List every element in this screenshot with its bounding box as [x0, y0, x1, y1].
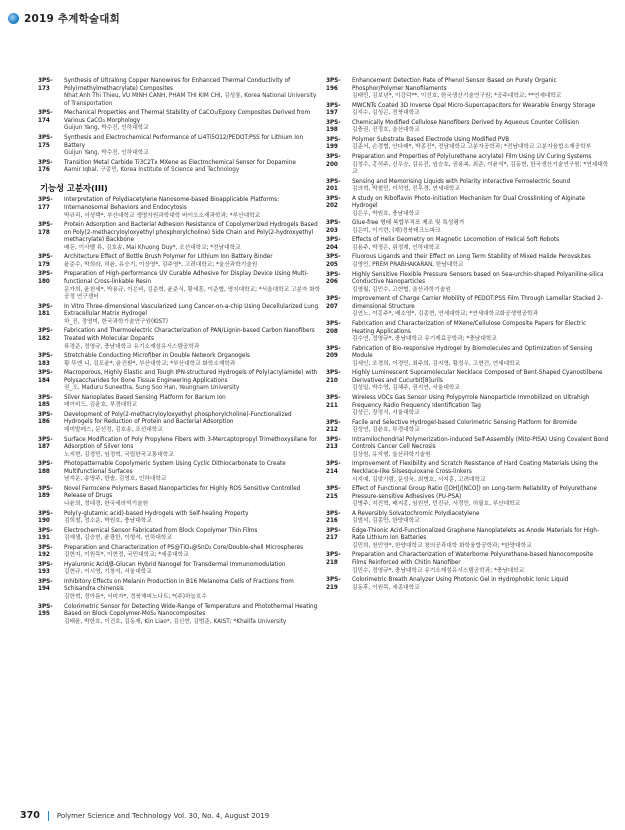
- poster-authors: 김정수, 홍석주, 신우승, 김유진, 임승호, 권용복, 최준, 이윤석*, 김동현, 한국생산기술연구원; *연세대학교: [352, 161, 609, 176]
- poster-authors: 윤준수, 박희라, 허윤, 유승기, 이상영*, 김주영*, 고려대학교; *울산과학기술원: [64, 261, 258, 268]
- poster-code: 3PS-200: [326, 153, 341, 168]
- poster-code: 3PS-177: [38, 197, 53, 211]
- poster-authors: 권_오, Maduru Suneetha, Sung Soo Han, Yeungnam University: [64, 385, 240, 392]
- poster-body: [64, 486, 321, 509]
- poster-code: 3PS-209: [326, 345, 341, 360]
- poster-title: Sensing and Memorising Liquids with Polarity Interactive Ferroelectric Sound: [352, 178, 571, 185]
- poster-entry: [326, 102, 609, 118]
- poster-code: 3PS-193: [38, 561, 53, 576]
- poster-body: [64, 579, 321, 602]
- poster-code: 3PS-199: [326, 136, 341, 151]
- poster-entry: [326, 320, 609, 344]
- poster-authors: 김희철, 정소운, 박원호, 충남대학교: [64, 518, 152, 525]
- poster-body: [64, 395, 321, 410]
- poster-authors: 황 뚜엔 니, 김도윤*, 윤진환*, 부산대학교; *부산대학교 화학소재학과: [64, 360, 236, 367]
- poster-authors: 배돈, 이사벨 류, 김호송, Mai Khuong Duy*, 조선대학교; *전남대학교: [64, 244, 241, 251]
- poster-body: [352, 296, 609, 319]
- poster-entry: [326, 419, 609, 435]
- poster-title: Effect of Functional Group Ratio ([OH]/[NCO]) on Long-term Reliability of Polyurethane Pressure-sensitive Adhesives (PU-PSA): [352, 486, 597, 500]
- poster-code: 3PS-215: [326, 486, 341, 500]
- poster-code: 3PS-197: [326, 102, 341, 117]
- poster-body: [352, 511, 609, 526]
- poster-title: Inhibitory Effects on Melanin Production in B16 Melanoma Cells of Fractions from Schisandra chinensis: [64, 578, 294, 593]
- poster-entry: [326, 510, 609, 526]
- poster-title: Novel Ferrocene Polymers Based Nanoparticles for Highly ROS Sensitive Controlled Release of Drugs: [64, 485, 301, 500]
- poster-entry: [326, 345, 609, 369]
- page-footer: [20, 810, 269, 821]
- poster-body: [352, 461, 609, 484]
- poster-title: Mechanical Properties and Thermal Stability of CaCO₃/Epoxy Composites Derived from Various CaCO₃ Morphology: [64, 110, 311, 124]
- poster-code: 3PS-207: [326, 296, 341, 310]
- poster-entry: [326, 461, 609, 484]
- poster-title: Facile and Selective Hydrogel-based Colorimetric Sensing Platform for Bromide: [352, 419, 577, 426]
- poster-authors: 김은미, 이기련, (재)경북테크노파크: [352, 227, 441, 234]
- poster-title: Colorimetric Sensor for Detecting Wide-Range of Temperature and Photothermal Heating Based on Block Copolymer-MoS₂ Nanocomposites: [64, 603, 318, 618]
- poster-entry: [326, 527, 609, 551]
- poster-title: Colorimetric Breath Analyzer Using Photonic Gel in Hydrophobic Ionic Liquid: [352, 577, 569, 584]
- poster-code: 3PS-204: [326, 237, 341, 251]
- poster-authors: 나윤희, 정대경, 한국세라믹기술원: [64, 501, 149, 508]
- poster-code: 3PS-181: [38, 303, 53, 318]
- poster-code: 3PS-191: [38, 527, 53, 542]
- poster-body: [352, 420, 609, 435]
- poster-authors: 김충권, 진정호, 울산대학교: [352, 127, 420, 134]
- poster-entry: [38, 485, 321, 509]
- poster-title: Fabrication and Characterization of MXene/Cellulose Composite Papers for Electric Heating Applications: [352, 320, 587, 335]
- poster-entry: [38, 159, 321, 175]
- poster-entry: [38, 510, 321, 526]
- poster-code: 3PS-210: [326, 370, 341, 384]
- poster-body: [352, 321, 609, 344]
- poster-code: 3PS-212: [326, 419, 341, 434]
- poster-code: 3PS-185: [38, 394, 53, 409]
- poster-entry: [326, 296, 609, 319]
- poster-body: [64, 271, 321, 301]
- poster-code: 3PS-184: [38, 370, 53, 384]
- right-main-entries: [326, 78, 609, 592]
- poster-title: Transition Metal Carbide Ti3C2Tx MXene as Electrochemical Sensor for Dopamine: [64, 159, 296, 166]
- poster-title: Glue-free 형태 복합부직포 제조 및 특성평가: [352, 220, 465, 227]
- poster-entry: [38, 134, 321, 158]
- poster-authors: 김태민, 김보년*, 이강덕**, 이선호, 한국생산기술연구원; *공주대학교; **연세대학교: [352, 93, 562, 100]
- poster-code: 3PS-173: [38, 78, 53, 92]
- footer-divider: [48, 811, 49, 821]
- poster-authors: 하_진, 정영미, 한국과학기술연구원(KIST): [64, 318, 168, 325]
- poster-body: [64, 78, 321, 108]
- poster-entry: [38, 527, 321, 543]
- poster-entry: [326, 394, 609, 418]
- poster-authors: 김수연, 정영규*, 충남대학교 유기재료공학과; *충남대학교: [352, 336, 497, 343]
- poster-entry: [326, 254, 609, 269]
- poster-title: Chemically Modified Cellulose Nanofibers Derived by Aqueous Counter Collision: [352, 119, 579, 126]
- poster-body: [64, 135, 321, 158]
- poster-title: Architecture Effect of Bottle Brush Polymer for Lithium Ion Battery Binder: [64, 254, 273, 261]
- poster-body: [64, 197, 321, 220]
- poster-body: [64, 304, 321, 327]
- poster-code: 3PS-217: [326, 527, 341, 542]
- poster-entry: [326, 195, 609, 219]
- poster-authors: 김성근, 장정식, 서울대학교: [352, 410, 420, 417]
- poster-entry: [38, 603, 321, 627]
- poster-body: [64, 528, 321, 543]
- poster-body: [64, 110, 321, 133]
- poster-body: [64, 437, 321, 460]
- poster-code: 3PS-187: [38, 436, 53, 451]
- poster-entry: [326, 552, 609, 575]
- header-title: 2019 추계학술대회: [24, 12, 120, 25]
- poster-body: [64, 370, 321, 393]
- poster-authors: 서지예, 김맞가람, 문성욱, 최병호, 서지훈, 고려대학교: [352, 476, 486, 483]
- page-number: 370: [20, 810, 40, 821]
- poster-authors: Aamir Iqbal, 구종민, Korea Institute of Science and Technology: [64, 167, 240, 174]
- poster-code: 3PS-195: [38, 603, 53, 618]
- poster-title: Preparation of High-performance UV Curable Adhesive for Display Device Using Multi-functional Cross-linkable Resin: [64, 271, 309, 285]
- poster-entry: [38, 436, 321, 460]
- poster-body: [64, 254, 321, 269]
- poster-authors: 김준서, 손경협, 안다래*, 박종진*, 전남대학교 고분자공학과; *전남대학교 고분자융합소재공학부: [352, 144, 592, 151]
- poster-authors: 김현지, 이원목*, 이현정, 국민대학교; *세종대학교: [64, 552, 189, 559]
- poster-authors: 김의혁, 박철민, 이석영, 진무경, 연세대학교: [352, 186, 460, 193]
- poster-authors: 김연노, 이홍주*, 배소영*, 김종현, 연세대학교; *연세대학교화공생명공학과: [352, 311, 539, 318]
- poster-authors: 김현규, 이시영, 기창석, 서울대학교: [64, 569, 152, 576]
- poster-authors: 김범석, 김종만, 한양대학교: [352, 518, 420, 525]
- poster-title: Fabrication of Bio-responsive Hydrogel by Biomolecules and Optimization of Sensing Module: [352, 345, 593, 360]
- poster-entry: [38, 394, 321, 410]
- poster-body: [64, 328, 321, 351]
- poster-title: Poly(γ-glutamic acid)-based Hydrogels with Self-healing Property: [64, 510, 249, 517]
- poster-entry: [326, 153, 609, 177]
- poster-title: Enhancement Detection Rate of Phenol Sensor Based on Purely Organic Phosphor/Polymer Nanofilaments: [352, 78, 557, 92]
- poster-title: Preparation and Characterization of Waterborne Polyurethane-based Nanocomposite Films Reinforced with Chitin Nanofiber: [352, 552, 594, 567]
- poster-authors: 김태윤, 박한호, 이건호, 김동재, Kin Liao*, 김신현, 김범준, KAIST; *Khalifa University: [64, 618, 287, 625]
- poster-title: Preparation and Properties of Poly(urethane acrylate) Film Using UV Curing Systems: [352, 153, 592, 160]
- poster-entry: [326, 237, 609, 252]
- poster-title: Photopatternable Copolymeric System Using Cyclic Dithiocarbonate to Create Multifunctional Surfaces: [64, 461, 286, 475]
- poster-title: Highly Sensitive Flexible Pressure Sensors based on Sea-urchin-shaped Polyaniline-silica Conductive Nanoparticles: [352, 271, 604, 286]
- poster-body: [352, 137, 609, 152]
- poster-authors: 김세인, 조경희, 이경민, 최주희, 김지영, 황정우, 고현건, 연세대학교: [352, 360, 521, 367]
- poster-title: Stretchable Conducting Microfiber in Double Network Organogels: [64, 353, 250, 360]
- poster-body: [352, 196, 609, 219]
- poster-body: [64, 545, 321, 560]
- conference-logo-icon: [8, 13, 19, 24]
- page-header: [8, 10, 120, 26]
- poster-body: [352, 120, 609, 135]
- poster-title: Improvement of Charge Carrier Mobility of PEDOT:PSS Film Through Lamellar Stacked 2-dimensional Structure: [352, 296, 603, 310]
- poster-title: A study on Riboflavin Photo-initiation Mechanism for Dual Crosslinking of Alginate Hydrogel: [352, 195, 585, 210]
- poster-authors: Guijun Yang, 박수진, 인하대학교: [64, 150, 149, 157]
- poster-entry: [38, 370, 321, 393]
- poster-title: Fluorous Ligands and their Effect on Long Term Stability of Mixed Halide Perovskites: [352, 254, 591, 261]
- poster-body: [352, 486, 609, 509]
- poster-entry: [38, 303, 321, 327]
- poster-authors: 노지현, 김경민, 임정혁, 국립한국교통대학교: [64, 451, 174, 458]
- poster-authors: 김용주, 박정은, 위정재, 인하대학교: [352, 245, 440, 251]
- poster-title: Surface Modification of Poly Propylene Fibers with 3-Mercaptopropyl Trimethoxysilane for Adsorption of Silver Ions: [64, 436, 317, 451]
- poster-code: 3PS-202: [326, 195, 341, 210]
- poster-code: 3PS-203: [326, 220, 341, 234]
- poster-code: 3PS-205: [326, 254, 341, 269]
- poster-entry: [38, 544, 321, 560]
- left-top-entries: [38, 78, 321, 175]
- poster-title: In Vitro Three-dimensional Vascularized Lung Cancer-on-a-chip Using Decellularized Lung Extracellular Matrix Hydrogel: [64, 303, 319, 318]
- poster-code: 3PS-208: [326, 320, 341, 335]
- poster-code: 3PS-218: [326, 552, 341, 567]
- poster-title: Wireless VOCs Gas Sensor Using Polypyrrole Nanoparticle Immobilized on Ultrahigh Frequency Radio Frequency Identification Tag: [352, 394, 590, 409]
- poster-body: [64, 511, 321, 526]
- poster-code: 3PS-194: [38, 578, 53, 593]
- poster-title: Protein Adsorption and Bacterial Adhesion Resistance of Copolymerized Hydrogels Based on Poly(2-methacryloyloxyethyl phosphorylcholine) Side Chain and Poly(2-hydroxyethyl methacrylate) Backbone: [64, 222, 318, 244]
- poster-body: [352, 78, 609, 101]
- poster-entry: [326, 78, 609, 101]
- poster-authors: 김병주, 지진혁, 배지홍, 임원빈, 민진규, 서정민, 허필호, 부산대학교: [352, 501, 521, 508]
- poster-authors: 김성연, 김윤호, 부경대학교: [352, 427, 420, 434]
- poster-body: [352, 220, 609, 235]
- poster-authors: 김민수, 정영규*, 충남대학교 유기소재섬유시스템공학과; *충남대학교: [352, 567, 525, 574]
- poster-authors: 문가희, 윤천세*, 박용규, 이은비, 김준혁, 윤준식, 황세훈, 이준협, 명지대학교; *서울대학교 고분자 화학공정 연구센터: [64, 286, 321, 301]
- poster-authors: 김예샘, 김승현, 윤광한, 이형석, 인하대학교: [64, 535, 172, 542]
- poster-entry: [38, 561, 321, 577]
- poster-body: [64, 461, 321, 484]
- poster-entry: [38, 222, 321, 252]
- poster-code: 3PS-213: [326, 436, 341, 451]
- poster-title: Polymer Substrate Based Electrode Using Modified PVB: [352, 136, 510, 143]
- poster-title: Development of Poly(2-methacryloyloxyethyl phosphorylcholine)-Functionalized Hydrogels for Reduction of Protein and Bacterial Adsorption: [64, 411, 292, 426]
- poster-entry: [38, 461, 321, 484]
- poster-body: [352, 437, 609, 460]
- poster-code: 3PS-176: [38, 159, 53, 174]
- poster-code: 3PS-178: [38, 222, 53, 236]
- poster-code: 3PS-189: [38, 485, 53, 500]
- poster-code: 3PS-188: [38, 461, 53, 475]
- poster-body: [352, 154, 609, 177]
- poster-entry: [38, 254, 321, 269]
- poster-code: 3PS-219: [326, 577, 341, 591]
- poster-authors: 김은우, 박원호, 충남대학교: [352, 210, 420, 217]
- poster-body: [352, 552, 609, 575]
- poster-entry: [38, 110, 321, 133]
- poster-authors: 김영월, 김민수, 고현협, 울산과학기술원: [352, 286, 451, 293]
- poster-code: 3PS-196: [326, 78, 341, 92]
- poster-body: [64, 160, 321, 175]
- poster-code: 3PS-186: [38, 411, 53, 426]
- poster-title: Synthesis and Electrochemical Performance of Li4Ti5O12/PEDOT:PSS for Lithium Ion Battery: [64, 134, 304, 149]
- poster-code: 3PS-180: [38, 271, 53, 285]
- poster-body: [352, 103, 609, 118]
- poster-authors: Guijun Yang, 박수진, 인하대학교: [64, 125, 149, 132]
- poster-body: [64, 353, 321, 368]
- poster-authors: 데미발레스, 문선정, 김호송, 조선대학교: [64, 427, 163, 434]
- poster-title: Silver Nanoplates Based Sensing Platform for Barium Ion: [64, 394, 226, 401]
- poster-code: 3PS-206: [326, 271, 341, 286]
- left-column: [38, 78, 321, 628]
- poster-title: Synthesis of Ultralong Copper Nanowires for Enhanced Thermal Conductivity of Poly(methylmethacrylate) Composites: [64, 78, 291, 92]
- poster-body: [352, 254, 609, 269]
- poster-title: Preparation and Characterization of PS@TiO₂@SnO₂ Core/Double-shell Microspheres: [64, 544, 304, 551]
- poster-title: Interpretation of Polydiacetylene Nanosome-based Bioapplicable Platforms: Internanosomal Behaviors and Endocytosis: [64, 197, 280, 211]
- poster-authors: 김한혁, 정아름*, 서미자*, 경북해피노나트; *(주)하늘호수: [64, 594, 207, 601]
- poster-body: [352, 179, 609, 194]
- poster-authors: Nhat Anh Thi Thieu, VU MINH CANH, PHAM THI KIM CHI, 김성룡, Korea National University of Transportation: [64, 93, 317, 107]
- poster-title: A Reversibly Solvatochromic Polydiacetylene: [352, 510, 480, 517]
- poster-title: Hyaluronic Acid/β-Glucan Hybrid Nanogel for Transdermal Immunomodulation: [64, 561, 286, 568]
- poster-body: [352, 577, 609, 592]
- poster-entry: [326, 436, 609, 460]
- poster-code: 3PS-192: [38, 544, 53, 559]
- poster-body: [64, 604, 321, 627]
- poster-code: 3PS-183: [38, 353, 53, 367]
- poster-entry: [326, 136, 609, 152]
- poster-title: Highly Luminescent Supramolecular Necklace Composed of Bent-Shaped Cyanostilbene Derivatives and Cucurbit[8]urils: [352, 370, 603, 384]
- poster-body: [352, 272, 609, 295]
- poster-code: 3PS-214: [326, 461, 341, 475]
- poster-code: 3PS-182: [38, 328, 53, 342]
- poster-title: Improvement of Flexibility and Scratch Resistance of Hard Coating Materials Using the Necklace-like Silsesquioxane Cross-linkers: [352, 461, 599, 475]
- poster-entry: [38, 411, 321, 435]
- poster-entry: [38, 271, 321, 301]
- poster-code: 3PS-179: [38, 254, 53, 268]
- poster-entry: [326, 370, 609, 393]
- poster-entry: [38, 78, 321, 108]
- poster-authors: 김지수, 김성곤, 전북대학교: [352, 110, 420, 117]
- poster-entry: [38, 578, 321, 602]
- poster-code: 3PS-175: [38, 134, 53, 149]
- poster-body: [352, 237, 609, 252]
- poster-authors: 김동후, 이원목, 세종대학교: [352, 584, 420, 591]
- poster-title: Macroporous, Highly Elastic and Tough IPN-structured Hydrogels of Poly(acrylamide) with Polysaccharides for Bone Tissue Engineering Applications: [64, 370, 318, 384]
- left-main-entries: [38, 197, 321, 626]
- poster-authors: 김영민, PREM PRABHAKARAN, 한남대학교: [352, 262, 464, 269]
- poster-code: 3PS-198: [326, 119, 341, 134]
- poster-entry: [326, 220, 609, 235]
- poster-title: Edge-Thionic Acid-Functionalized Graphene Nanoplatelets as Anode Materials for High-Rate Lithium Ion Batteries: [352, 527, 599, 542]
- poster-body: [352, 370, 609, 393]
- poster-authors: 김성일, 박수영, 김혜주, 권지연, 서울대학교: [352, 385, 460, 392]
- poster-entry: [38, 328, 321, 351]
- poster-entry: [326, 271, 609, 295]
- poster-code: 3PS-174: [38, 110, 53, 124]
- poster-entry: [38, 197, 321, 220]
- poster-entry: [326, 119, 609, 135]
- poster-entry: [38, 353, 321, 368]
- poster-title: Fabrication and Thermoelectric Characterization of PAN/Lignin-based Carbon Nanofibers Treated with Molecular Dopants: [64, 328, 315, 342]
- poster-authors: 류경준, 정영규, 충남대학교 유기소재섬유시스템공학과: [64, 343, 200, 350]
- poster-authors: 박규리, 서성택*, 부산대학교 생명자원과학대학 바이오소재과학과; *부산대학교: [64, 212, 261, 219]
- poster-entry: [326, 178, 609, 194]
- poster-entry: [326, 577, 609, 592]
- poster-title: Electrochemical Sensor Fabricated from Block Copolymer Thin Films: [64, 527, 258, 534]
- poster-body: [352, 395, 609, 418]
- poster-body: [352, 346, 609, 369]
- poster-code: 3PS-190: [38, 510, 53, 525]
- poster-title: Intramilochondrial Polymerization-induced Self-Assembly (Mito-PISA) Using Covalent Bond Controls Cancer Cell Necrosis: [352, 436, 609, 451]
- poster-authors: 데이비드, 김윤호, 부경대학교: [64, 402, 138, 409]
- poster-code: 3PS-216: [326, 510, 341, 525]
- right-column: [326, 78, 609, 594]
- poster-code: 3PS-201: [326, 178, 341, 193]
- poster-title: Effects of Helix Geometry on Magnetic Locomotion of Helical Soft Robots: [352, 237, 560, 244]
- poster-authors: 남지운, 송영주, 한솔, 김영호, 인하대학교: [64, 476, 167, 483]
- poster-code: 3PS-211: [326, 394, 341, 409]
- poster-authors: 김민희, 천민영*, 한양대학교 창의공과대학 화학융합공학과; *한양대학교: [352, 542, 532, 549]
- poster-entry: [326, 486, 609, 509]
- poster-body: [64, 412, 321, 435]
- poster-body: [64, 562, 321, 577]
- journal-info: Polymer Science and Technology Vol. 30, No. 4, August 2019: [56, 811, 270, 820]
- poster-authors: 김상원, 유자형, 울산과학기술원: [352, 451, 431, 458]
- poster-title: MWCNTs Coated 3D Inverse Opal Micro-Supercapacitors for Wearable Energy Storage: [352, 102, 596, 109]
- poster-body: [64, 222, 321, 252]
- section-title: 기능성 고분자(III): [40, 182, 108, 193]
- poster-body: [352, 528, 609, 551]
